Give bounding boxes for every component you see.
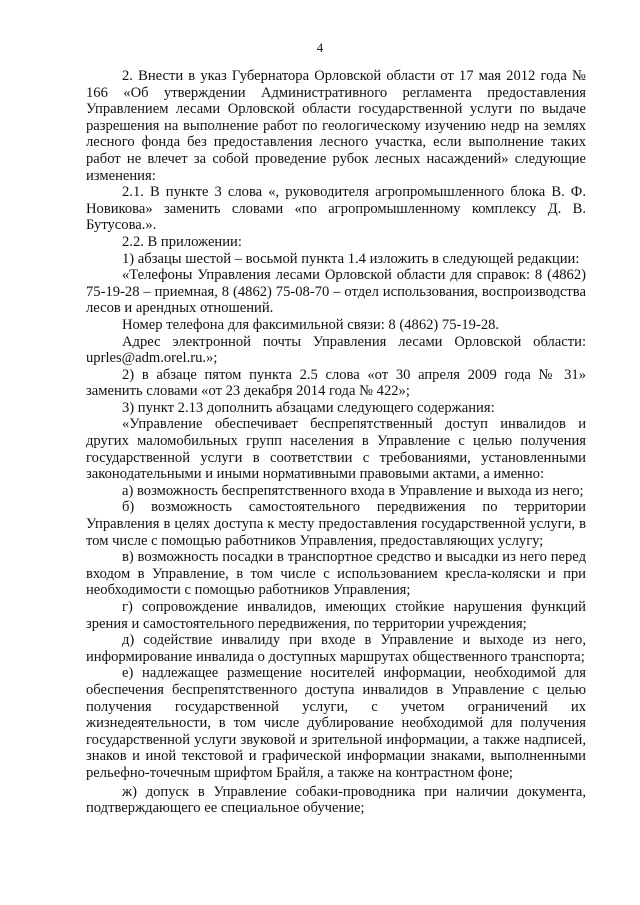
document-body <box>86 68 586 817</box>
paragraph-access-zh: ж) допуск в Управление собаки-проводника при наличии документа, подтверждающего ее специальное обучение; <box>86 783 586 817</box>
paragraph-phones: «Телефоны Управления лесами Орловской области для справок: 8 (4862) 75-19-28 – приемная, 8 (4862) 75-08-70 – отдел использования, воспроизводства лесов и арендных отношений. <box>86 267 586 317</box>
paragraph-access-intro: «Управление обеспечивает беспрепятственный доступ инвалидов и других маломобильных групп населения в Управление с целью получения государственной услуги в соответствии с требованиями, установленными законодательными и иными нормативными правовыми актами, а именно: <box>86 416 586 483</box>
paragraph-item-2-1: 2.1. В пункте 3 слова «, руководителя агропромышленного блока В. Ф. Новикова» заменить словами «по агропромышленному комплексу Д. В. Бутусова.». <box>86 184 586 234</box>
paragraph-access-e: е) надлежащее размещение носителей информации, необходимой для обеспечения беспрепятственного доступа инвалидов в Управление с целью получения государственной услуги, с учетом ограничений их жизнедеятельности, в том числе дублирование необходимой для получения государственной услуги звуковой и зрительной информации, а также надписей, знаков и иной текстовой и графической информации знаками, выполненными рельефно-точечным шрифтом Брайля, а также на контрастном фоне; <box>86 665 586 781</box>
paragraph-subitem-3: 3) пункт 2.13 дополнить абзацами следующего содержания: <box>122 399 495 416</box>
paragraph-fax: Номер телефона для факсимильной связи: 8 (4862) 75-19-28. <box>122 316 500 333</box>
paragraph-access-d: д) содействие инвалиду при входе в Управление и выходе из него, информирование инвалида о доступных маршрутах общественного транспорта; <box>86 632 586 665</box>
paragraph-subitem-1: 1) абзацы шестой – восьмой пункта 1.4 изложить в следующей редакции: <box>122 250 580 267</box>
paragraph-item-2: 2. Внести в указ Губернатора Орловской области от 17 мая 2012 года № 166 «Об утверждении Административного регламента предоставления Управлением лесами Орловской области государственной услуги по выдаче разрешения на выполнение работ по геологическому изучению недр на землях лесного фонда без предоставления лесного участка, если выполнение таких работ не влечет за собой проведение рубок лесных насаждений» следующие изменения: <box>86 68 586 184</box>
paragraph-item-2-2: 2.2. В приложении: <box>122 233 242 250</box>
page-number: 4 <box>316 40 324 55</box>
paragraph-access-g: г) сопровождение инвалидов, имеющих стойкие нарушения функций зрения и самостоятельного передвижения, по территории учреждения; <box>86 599 586 632</box>
paragraph-access-a: а) возможность беспрепятственного входа в Управление и выхода из него; <box>122 482 584 499</box>
paragraph-access-v: в) возможность посадки в транспортное средство и высадки из него перед входом в Управление, в том числе с использованием кресла-коляски и при необходимости с помощью работников Управления; <box>86 549 586 599</box>
paragraph-access-b: б) возможность самостоятельного передвижения по территории Управления в целях доступа к месту предоставления государственной услуги, в том числе с помощью работников Управления, предоставляющих услугу; <box>86 499 586 549</box>
paragraph-email: Адрес электронной почты Управления лесами Орловской области: uprles@adm.orel.ru.»; <box>86 333 586 367</box>
paragraph-subitem-2: 2) в абзаце пятом пункта 2.5 слова «от 30 апреля 2009 года № 31» заменить словами «от 23 декабря 2014 года № 422»; <box>86 366 586 400</box>
